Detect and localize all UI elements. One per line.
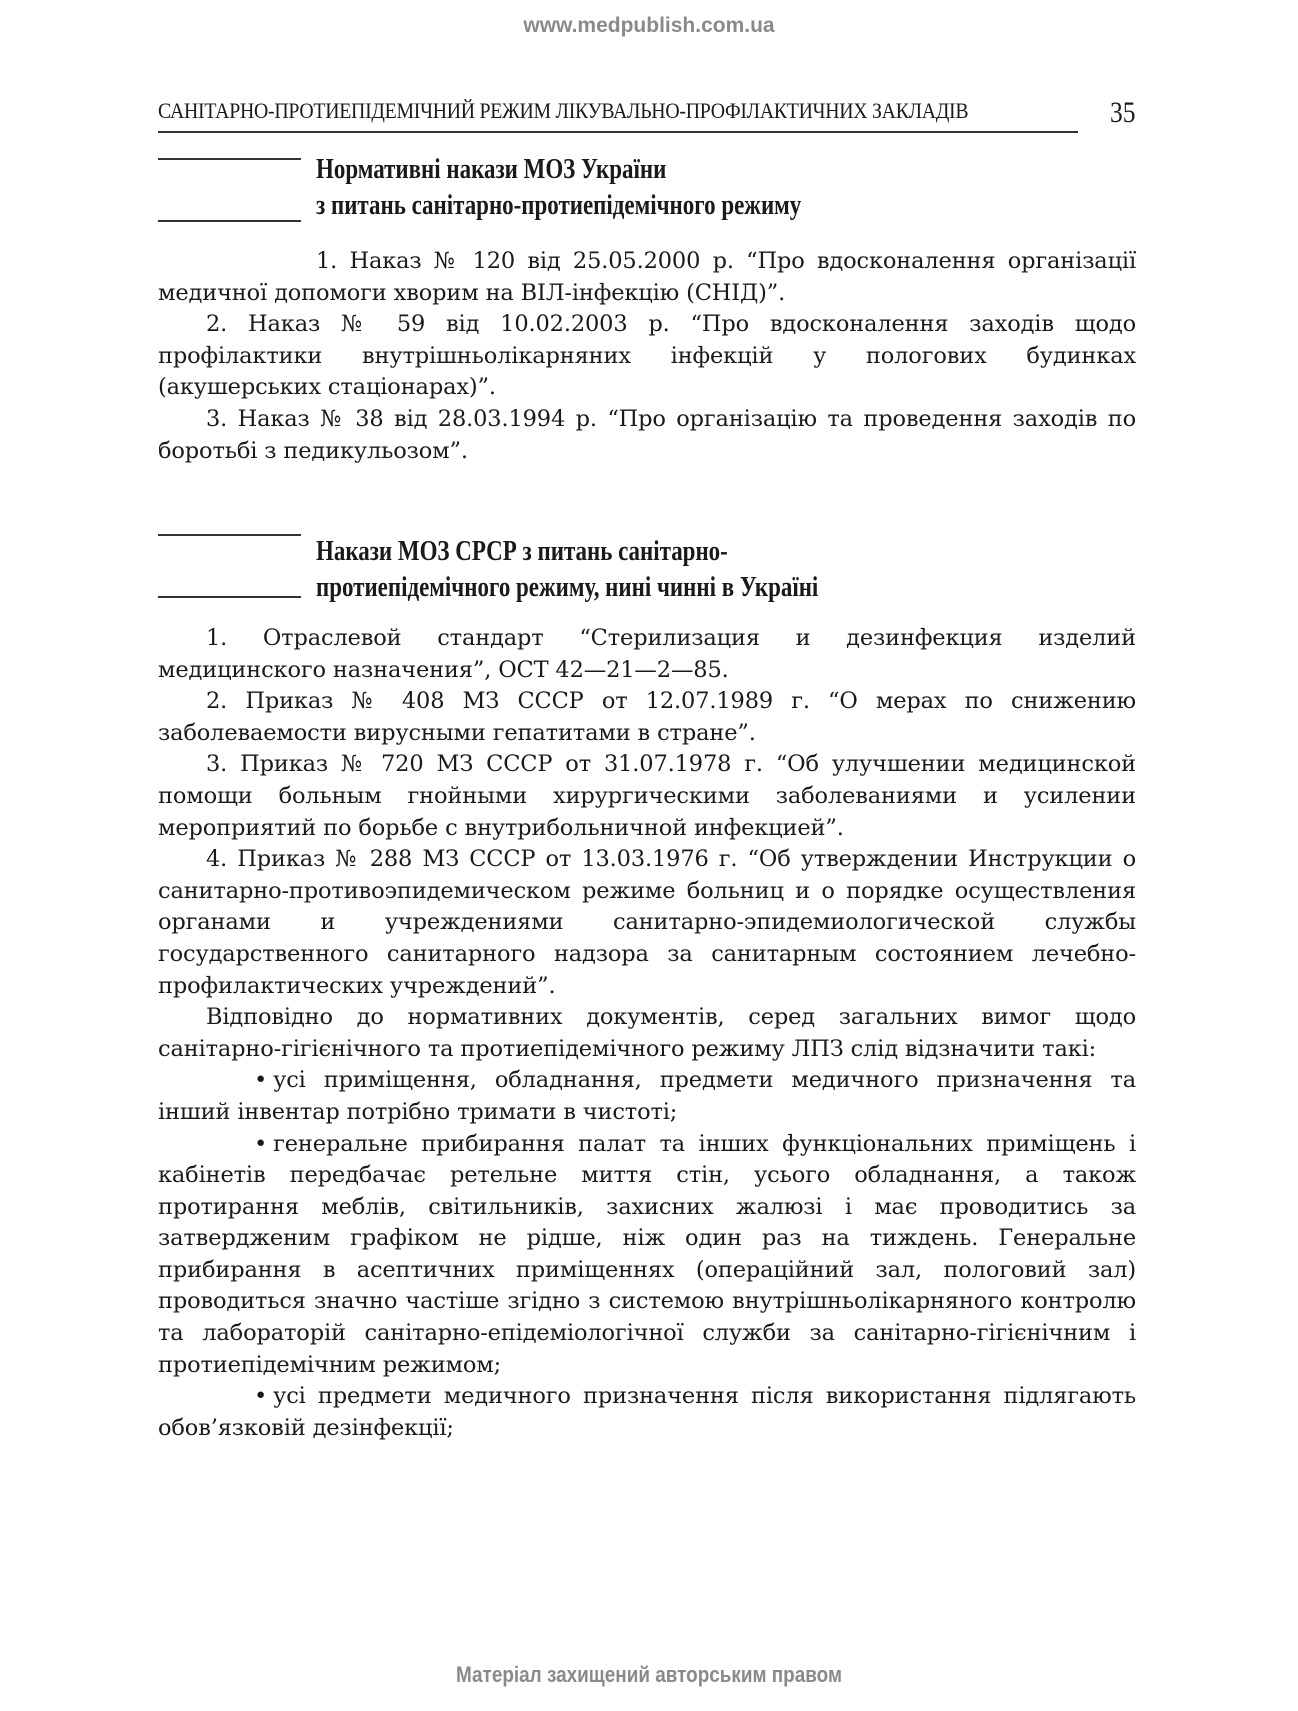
section-1-title bbox=[158, 150, 1118, 230]
order-item: 3. Наказ № 38 від 28.03.1994 р. “Про організацію та проведення заходів по боротьбі з педикульозом”. bbox=[158, 405, 1136, 464]
bullet-icon: • bbox=[254, 1130, 268, 1157]
section-1-list bbox=[158, 246, 1136, 467]
bullet-item bbox=[158, 1065, 1136, 1128]
bullet-icon: • bbox=[254, 1383, 268, 1410]
section-1-title-line-2: з питань санітарно-протиепідемічного режиму bbox=[316, 190, 802, 221]
bullet-text: усі приміщення, обладнання, предмети медичного призначення та інший інвентар потрібно тримати в чистоті; bbox=[158, 1067, 1136, 1125]
order-item: 4. Приказ № 288 МЗ СССР от 13.03.1976 г. “Об утверждении Инструкции о санитарно-противоэпидемическом режиме больниц и о порядке осуществления органами и учреждениями санитарно-эпидемиологической службы государственного санитарного надзора за санитарным состоянием лечебно-профилактических учреждений”. bbox=[158, 846, 1136, 999]
section-2-title-line-2: протиепідемічного режиму, нині чинні в Україні bbox=[316, 572, 819, 603]
title-rule bbox=[158, 220, 301, 222]
bullet-item bbox=[158, 1129, 1136, 1382]
bullet-item bbox=[158, 1381, 1136, 1444]
order-item: 3. Приказ № 720 МЗ СССР от 31.07.1978 г. “Об улучшении медицинской помощи больным гнойными хирургическими заболеваниями и усилении мероприятий по борьбе с внутрибольничной инфекцией”. bbox=[158, 751, 1136, 841]
section-2-title-line-1: Накази МОЗ СРСР з питань санітарно- bbox=[316, 536, 728, 567]
order-item: 2. Приказ № 408 МЗ СССР от 12.07.1989 г. “О мерах по снижению заболеваемости вирусными гепатитами в стране”. bbox=[158, 688, 1136, 746]
header-rule bbox=[158, 131, 1078, 133]
order-item: 1. Наказ № 120 від 25.05.2000 р. “Про вдосконалення організації медичної допомоги хворим на ВІЛ-інфекцію (СНІД)”. bbox=[158, 248, 1136, 306]
section-2-body bbox=[158, 623, 1136, 1444]
order-item: 2. Наказ № 59 від 10.02.2003 р. “Про вдосконалення заходів щодо профілактики внутрішньолікарняних інфекцій у пологових будинках (акушерських стаціонарах)”. bbox=[158, 311, 1136, 401]
title-rule bbox=[158, 534, 301, 536]
section-2-title bbox=[158, 530, 1118, 610]
section-1-title-line-1: Нормативні накази МОЗ України bbox=[316, 154, 667, 185]
bullet-text: усі предмети медичного призначення після використання підлягають обов’язковій дезінфекції; bbox=[158, 1383, 1136, 1441]
running-header-title: САНІТАРНО-ПРОТИЕПІДЕМІЧНИЙ РЕЖИМ ЛІКУВАЛЬНО-ПРОФІЛАКТИЧНИХ ЗАКЛАДІВ bbox=[158, 98, 969, 123]
title-rule bbox=[158, 158, 301, 160]
watermark-url: www.medpublish.com.ua bbox=[523, 14, 775, 37]
intro-paragraph: Відповідно до нормативних документів, серед загальних вимог щодо санітарно-гігієнічного та протиепідемічного режиму ЛПЗ слід відзначити такі: bbox=[158, 1004, 1136, 1062]
title-rule bbox=[158, 596, 301, 598]
order-item: 1. Отраслевой стандарт “Стерилизация и дезинфекция изделий медицинского назначения”, ОСТ 42—21—2—85. bbox=[158, 625, 1136, 683]
bullet-icon: • bbox=[254, 1067, 268, 1094]
bullet-text: генеральне прибирання палат та інших функціональних приміщень і кабінетів передбачає ретельне миття стін, усього обладнання, а також протирання меблів, світильників, захисних жалюзі і має проводитись за затвердженим графіком не рідше, ніж один раз на тиждень. Генеральне прибирання в асептичних приміщеннях (операційний зал, пологовий зал) проводиться значно частіше згідно з системою внутрішньолікарняного контролю та лабораторій санітарно-епідеміологічної служби за санітарно-гігієнічним і протиепідемічним режимом; bbox=[158, 1130, 1136, 1378]
page-number: 35 bbox=[1110, 96, 1136, 129]
watermark-copyright: Матеріал захищений авторським правом bbox=[456, 1662, 842, 1687]
